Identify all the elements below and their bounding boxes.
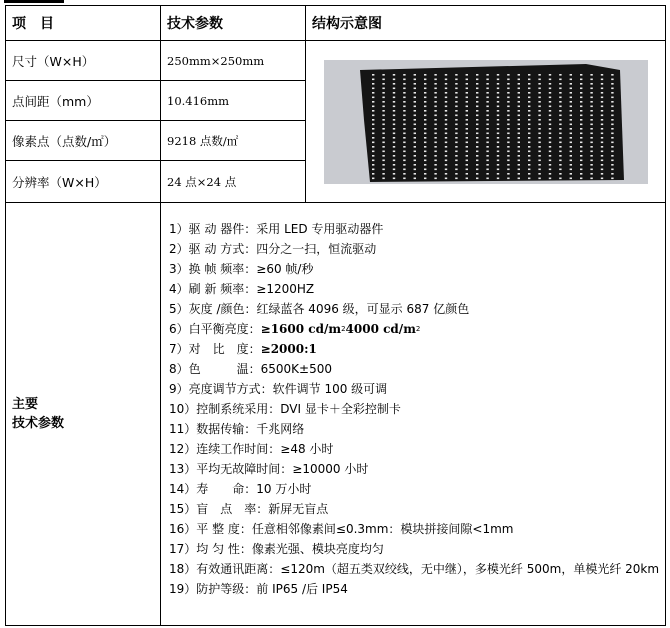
spec-item-13: 13）平均无故障时间：≥10000 小时 (169, 462, 369, 476)
resolution-value: 24 点×24 点 (161, 161, 306, 203)
spec-table (5, 5, 666, 626)
spec-item-8: 8）色 温：6500K±500 (169, 362, 333, 376)
spec-item-4: 4）刷 新 频率：≥1200HZ (169, 282, 315, 296)
header-params: 技术参数 (161, 6, 306, 41)
size-value: 250mm×250mm (161, 41, 306, 81)
brightness-sup-a: 2 (341, 325, 346, 333)
header-item: 项 目 (6, 6, 161, 41)
spec-item-7 (169, 339, 659, 359)
main-label-line2: 技术参数 (12, 416, 65, 431)
spec-item-16: 16）平 整 度：任意相邻像素间≤0.3mm：模块拼接间隙<1mm (169, 522, 514, 536)
spec-item-12: 12）连续工作时间：≥48 小时 (169, 442, 334, 456)
led-module-image (324, 60, 648, 184)
spec-item-6 (169, 319, 659, 339)
pitch-label: 点间距（mm） (6, 81, 161, 121)
spec-item-6-label: 6）白平衡亮度： (169, 322, 261, 336)
spec-item-10: 10）控制系统采用：DVI 显卡＋全彩控制卡 (169, 402, 401, 416)
main-label-line1: 主要 (12, 397, 39, 412)
spec-item-3: 3）换 帧 频率：≥60 帧/秒 (169, 262, 314, 276)
size-label: 尺寸（W×H） (6, 41, 161, 81)
spec-item-1: 1）驱 动 器件：采用 LED 专用驱动器件 (169, 222, 384, 236)
resolution-label: 分辨率（W×H） (6, 161, 161, 203)
main-params-list (161, 203, 666, 626)
header-diagram: 结构示意图 (306, 6, 666, 41)
spec-item-11: 11）数据传输：千兆网络 (169, 422, 305, 436)
top-caption-fragment (4, 0, 64, 3)
spec-item-17: 17）均 匀 性：像素光强、模块亮度均匀 (169, 542, 384, 556)
brightness-sup-b: 2 (415, 325, 421, 333)
spec-item-2: 2）驱 动 方式：四分之一扫，恒流驱动 (169, 242, 377, 256)
pitch-value: 10.416mm (161, 81, 306, 121)
pixel-density-value: 9218 点数/㎡ (161, 121, 306, 161)
spec-item-7-label: 7）对 比 度： (169, 342, 261, 356)
spec-item-19: 19）防护等级：前 IP65 /后 IP54 (169, 582, 348, 596)
spec-item-18: 18）有效通讯距离：≤120m（超五类双绞线，无中继），多模光纤 500m，单模光纤 20km (169, 562, 660, 576)
spec-item-15: 15）盲 点 率：新屏无盲点 (169, 502, 329, 516)
spec-item-14: 14）寿 命：10 万小时 (169, 482, 312, 496)
contrast-value: ≥2000:1 (260, 342, 317, 356)
diagram-cell (306, 41, 666, 203)
brightness-value-b: 4000 cd/m (345, 322, 416, 336)
pixel-density-label: 像素点（点数/㎡） (6, 121, 161, 161)
spec-item-5: 5）灰度 /颜色：红绿蓝各 4096 级，可显示 687 亿颜色 (169, 302, 470, 316)
brightness-value-a: ≥1600 cd/m (260, 322, 342, 336)
spec-item-9: 9）亮度调节方式：软件调节 100 级可调 (169, 382, 388, 396)
main-params-label (6, 203, 161, 626)
